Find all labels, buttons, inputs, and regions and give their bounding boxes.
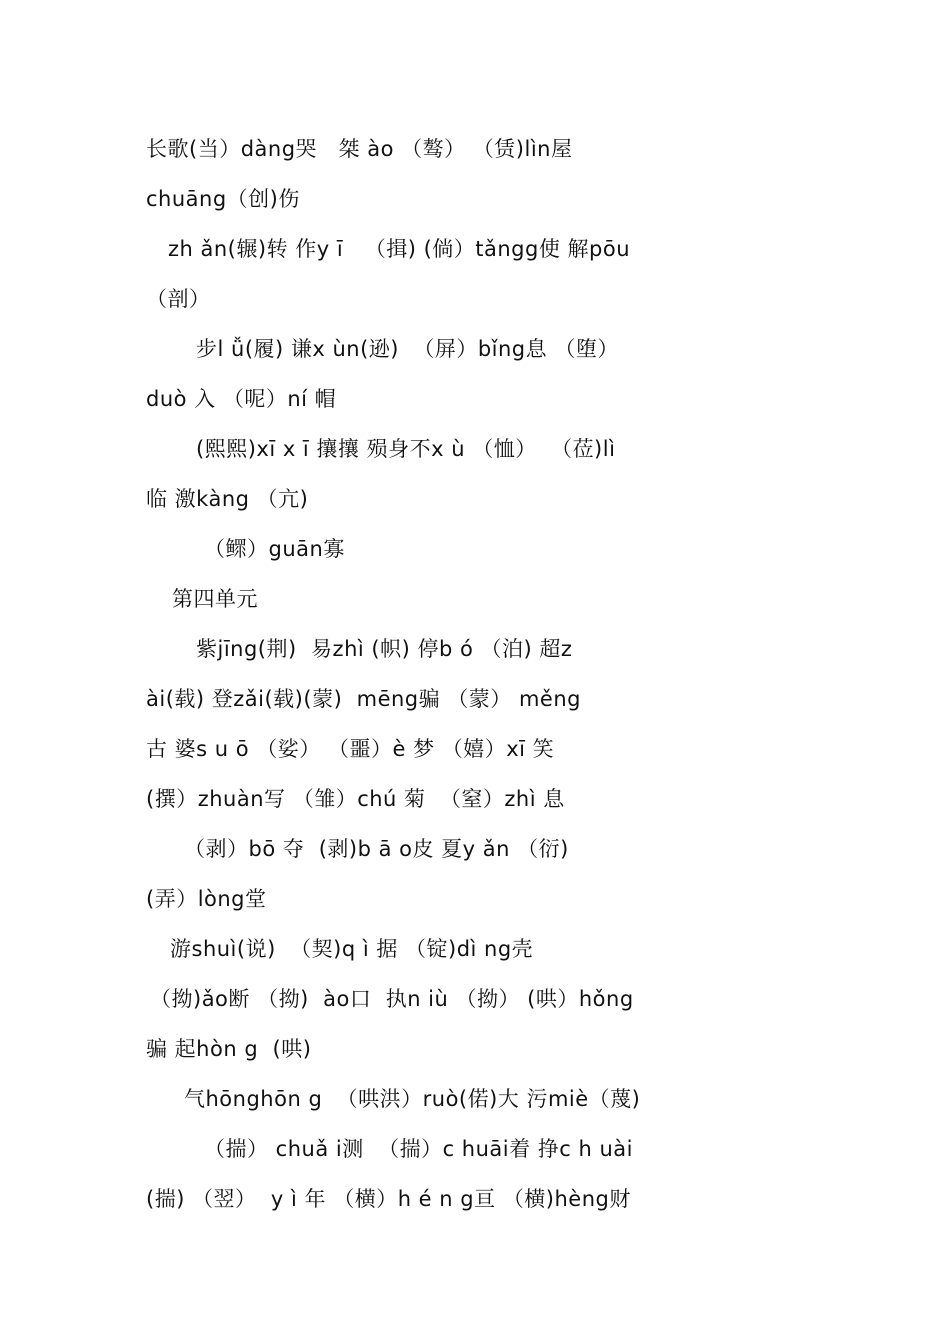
- text-line-5: 步l ǚ(履) 谦x ùn(逊) （屏）bǐng息 （堕）: [196, 337, 619, 361]
- text-line-21: （揣） chuǎ i测 （揣）c huāi着 挣c h uài: [204, 1137, 634, 1161]
- text-line-16: (弄）lòng堂: [146, 887, 267, 911]
- text-line-8: 临 激kàng （亢): [146, 487, 309, 511]
- text-line-19: 骗 起hòn g (哄): [146, 1037, 312, 1061]
- text-line-20: 气hōnghōn g （哄洪）ruò(偌)大 污miè（蔑): [184, 1087, 641, 1111]
- text-line-1: 长歌(当）dàng哭 桀 ào （骜） （赁)lìn屋: [146, 137, 573, 161]
- text-line-4: （剖）: [146, 287, 211, 311]
- text-line-18: （拗)ǎo断 （拗) ào口 执n iù （拗） (哄）hǒng: [150, 987, 634, 1011]
- text-line-2: chuāng（创)伤: [146, 187, 300, 211]
- text-line-7: (熙熙)xī x ī 攘攘 殒身不x ù （恤） （莅)lì: [196, 437, 616, 461]
- text-line-15: （剥）bō 夺 (剥)b ā o皮 夏y ǎn （衍): [184, 837, 569, 861]
- text-line-22: (揣) （翌） y ì 年 （横）h é n g亘 （横)hèng财: [146, 1187, 631, 1211]
- text-line-6: duò 入 （呢）ní 帽: [146, 387, 337, 411]
- section-heading: 第四单元: [172, 587, 258, 611]
- text-line-12: ài(载) 登zǎi(载)(蒙) mēng骗 （蒙） měng: [146, 687, 581, 711]
- text-line-11: 紫jīng(荆) 易zhì (帜) 停b ó （泊) 超z: [196, 637, 573, 661]
- text-line-17: 游shuì(说) （契)q ì 据 （锭)dì ng壳: [170, 937, 534, 961]
- text-line-14: (撰）zhuàn写 （雏）chú 菊 （窒）zhì 息: [146, 787, 565, 811]
- text-line-3: zh ǎn(辗)转 作y ī （揖) (倘）tǎngg使 解pōu: [168, 237, 631, 261]
- text-line-9: （鳏）guān寡: [204, 537, 345, 561]
- text-line-13: 古 婆s u ō （娑） （噩）è 梦 （嬉）xī 笑: [146, 737, 555, 761]
